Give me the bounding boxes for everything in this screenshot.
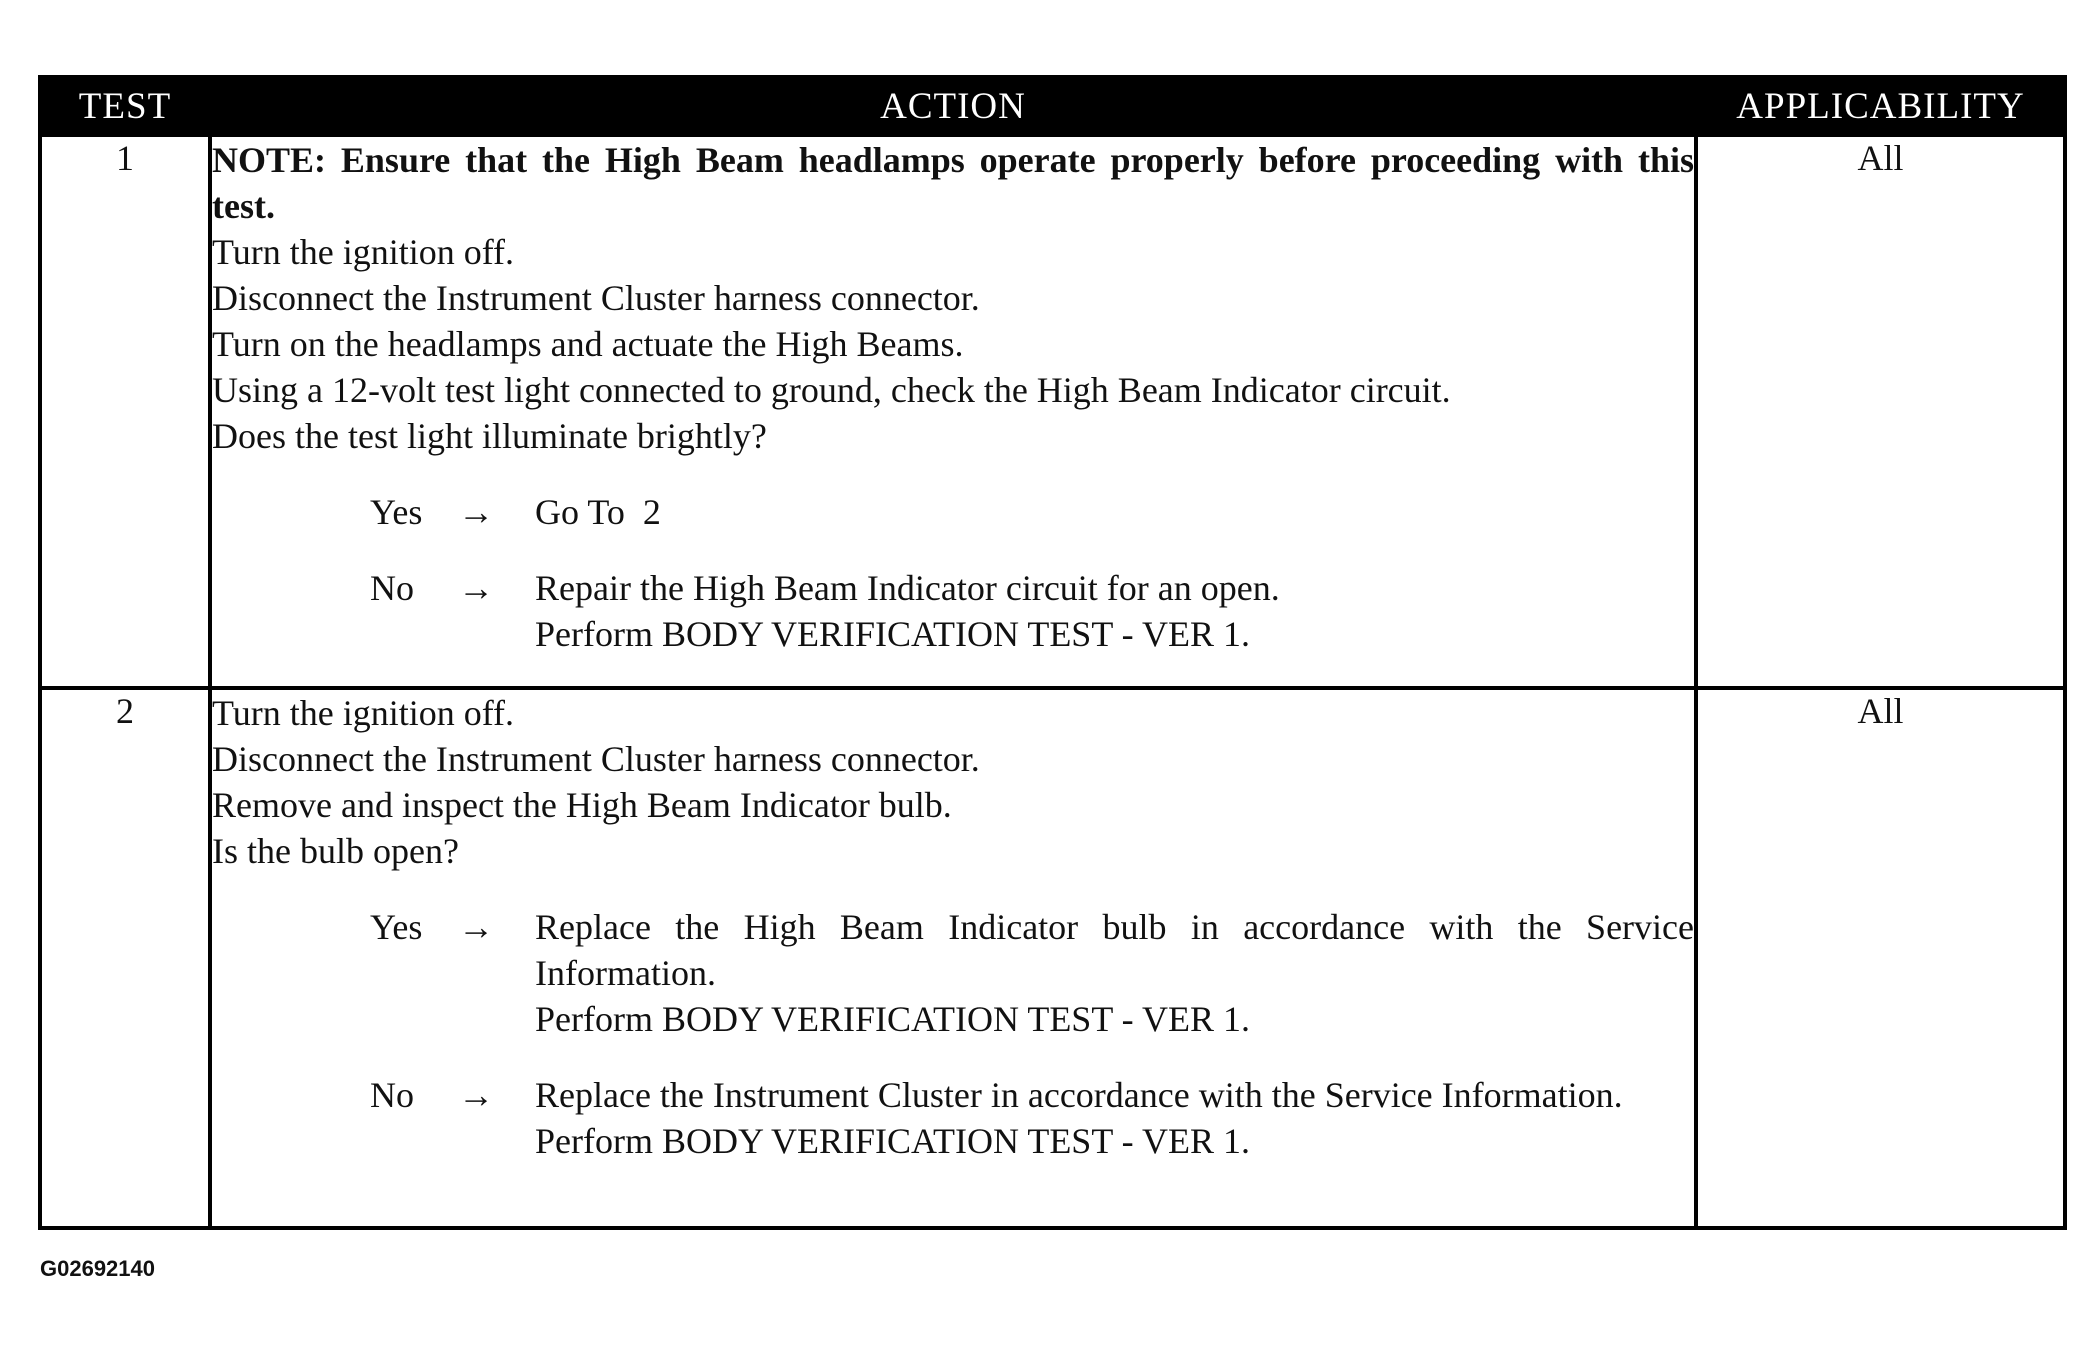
action-line: Remove and inspect the High Beam Indicator bulb.: [212, 784, 952, 825]
outcome-result: [535, 904, 1694, 1042]
answer-yes-label: Yes: [370, 492, 423, 532]
table-row: [40, 135, 2065, 688]
action-cell: [210, 688, 1696, 1229]
result-line: Go To 2: [535, 492, 661, 532]
result-line: Replace the High Beam Indicator bulb in accordance with the Service Information.: [535, 906, 1694, 993]
outcome-yes: [370, 489, 1694, 535]
action-line: Turn the ignition off.: [212, 232, 515, 272]
table-row: [40, 688, 2065, 1229]
outcome-result: [535, 565, 1694, 657]
answer-no-label: No: [370, 568, 414, 608]
action-line: Using a 12-volt test light connected to ground, check the High Beam Indicator circuit.: [212, 370, 1451, 410]
answer-no-label: No: [370, 1074, 414, 1115]
outcome-result: [535, 1072, 1694, 1164]
applicability-value: All: [1696, 688, 2065, 1229]
figure-id: G02692140: [40, 1256, 155, 1281]
result-line: Repair the High Beam Indicator circuit for an open.: [535, 568, 1280, 608]
answer-yes-label: Yes: [370, 906, 423, 947]
applicability-value: All: [1696, 135, 2065, 688]
header-test: TEST: [40, 77, 210, 135]
header-action: ACTION: [210, 77, 1696, 135]
table-header-row: [40, 77, 2065, 135]
action-cell: [210, 135, 1696, 688]
action-line: Turn on the headlamps and actuate the High Beams.: [212, 324, 964, 364]
arrow-icon: →: [458, 1074, 494, 1115]
result-line: Replace the Instrument Cluster in accordance with the Service Information.: [535, 1074, 1623, 1115]
action-line: Does the test light illuminate brightly?: [212, 416, 767, 456]
outcome-yes: [370, 904, 1694, 1042]
result-line: Perform BODY VERIFICATION TEST - VER 1.: [535, 614, 1251, 654]
test-number: 2: [40, 688, 210, 1229]
outcome-no: [370, 565, 1694, 657]
note-text: NOTE: Ensure that the High Beam headlamps operate properly before proceeding with this test.: [212, 140, 1694, 226]
header-applicability: APPLICABILITY: [1696, 77, 2065, 135]
arrow-icon: →: [458, 492, 494, 532]
outcome-no: [370, 1072, 1694, 1164]
diagnostic-test-table: [38, 75, 2067, 1230]
action-line: Turn the ignition off.: [212, 692, 515, 733]
result-line: Perform BODY VERIFICATION TEST - VER 1.: [535, 998, 1251, 1039]
action-line: Is the bulb open?: [212, 830, 459, 871]
action-line: Disconnect the Instrument Cluster harness connector.: [212, 278, 980, 318]
arrow-icon: →: [458, 906, 494, 947]
action-line: Disconnect the Instrument Cluster harness connector.: [212, 738, 980, 779]
result-line: Perform BODY VERIFICATION TEST - VER 1.: [535, 1120, 1251, 1161]
test-number: 1: [40, 135, 210, 688]
arrow-icon: →: [458, 568, 494, 608]
outcome-result: [535, 489, 1694, 535]
